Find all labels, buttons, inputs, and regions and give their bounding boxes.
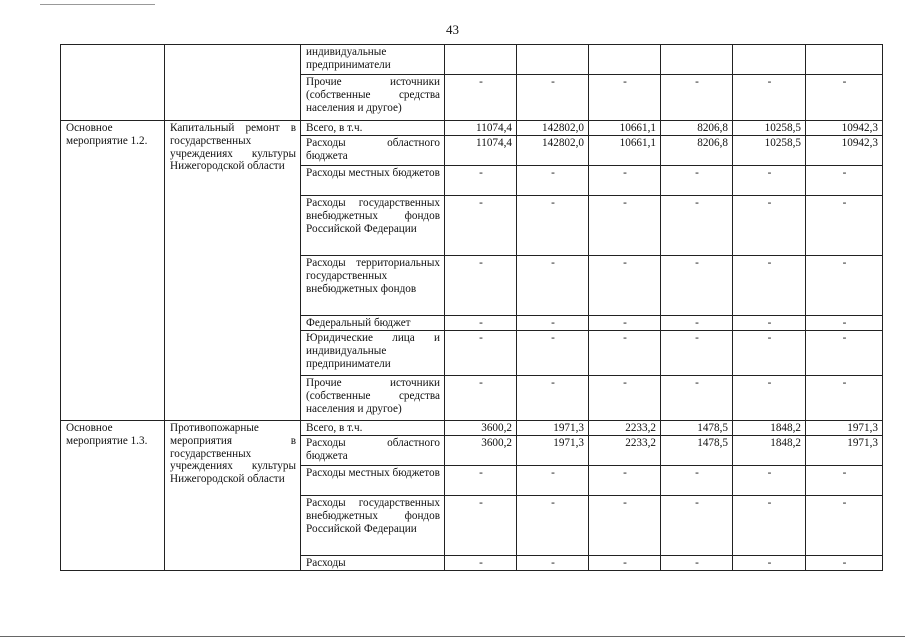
value-cell: - xyxy=(589,466,661,496)
value-cell: 11074,4 xyxy=(445,121,517,136)
value-cell: - xyxy=(733,466,806,496)
value-cell: - xyxy=(806,556,883,571)
value-cell: - xyxy=(661,466,733,496)
value-cell: - xyxy=(661,316,733,331)
naimenovanie-cell-continued xyxy=(165,45,301,121)
value-cell: - xyxy=(445,256,517,316)
value-cell: - xyxy=(589,75,661,121)
value-cell: - xyxy=(806,331,883,376)
value-cell: - xyxy=(733,331,806,376)
value-cell: - xyxy=(589,376,661,421)
value-cell: 1478,5 xyxy=(661,421,733,436)
value-cell: 1848,2 xyxy=(733,421,806,436)
value-cell: 10661,1 xyxy=(589,136,661,166)
value-cell: - xyxy=(661,496,733,556)
source-cell: Расходы xyxy=(301,556,445,571)
value-cell: - xyxy=(589,556,661,571)
value-cell: 8206,8 xyxy=(661,136,733,166)
source-cell: Прочие источники (собственные средства населения и другое) xyxy=(301,75,445,121)
budget-table xyxy=(60,44,883,571)
value-cell: - xyxy=(661,166,733,196)
value-cell: - xyxy=(733,75,806,121)
meropriyatie-cell-continued xyxy=(61,45,165,121)
source-cell: Всего, в т.ч. xyxy=(301,421,445,436)
naimenovanie-1-3-label: Противопожарные мероприятия в государственных учреждениях культуры Нижегородской области xyxy=(165,421,301,571)
value-cell: - xyxy=(661,556,733,571)
table-row xyxy=(61,121,883,136)
value-cell: - xyxy=(445,556,517,571)
value-cell: - xyxy=(733,256,806,316)
value-cell: 1971,3 xyxy=(517,421,589,436)
value-cell: - xyxy=(806,75,883,121)
naimenovanie-1-2-label: Капитальный ремонт в государственных учреждениях культуры Нижегородской области xyxy=(165,121,301,421)
scan-edge-line xyxy=(0,636,905,637)
value-cell: - xyxy=(445,196,517,256)
value-cell xyxy=(733,45,806,75)
value-cell: - xyxy=(733,556,806,571)
source-cell: индивидуальные предприниматели xyxy=(301,45,445,75)
value-cell: 1971,3 xyxy=(517,436,589,466)
value-cell: - xyxy=(806,196,883,256)
source-cell: Расходы местных бюджетов xyxy=(301,466,445,496)
value-cell: - xyxy=(806,166,883,196)
value-cell: - xyxy=(517,466,589,496)
value-cell: - xyxy=(517,376,589,421)
value-cell: - xyxy=(517,166,589,196)
source-cell: Федеральный бюджет xyxy=(301,316,445,331)
value-cell: 8206,8 xyxy=(661,121,733,136)
value-cell: - xyxy=(733,496,806,556)
value-cell: - xyxy=(661,376,733,421)
value-cell: 2233,2 xyxy=(589,421,661,436)
value-cell: - xyxy=(589,196,661,256)
value-cell: 3600,2 xyxy=(445,436,517,466)
value-cell: - xyxy=(517,256,589,316)
value-cell: - xyxy=(589,316,661,331)
value-cell: - xyxy=(733,376,806,421)
value-cell: - xyxy=(806,316,883,331)
value-cell: - xyxy=(517,331,589,376)
scan-edge-line xyxy=(40,4,155,5)
value-cell: - xyxy=(661,75,733,121)
value-cell: - xyxy=(589,331,661,376)
value-cell: 1848,2 xyxy=(733,436,806,466)
value-cell: 3600,2 xyxy=(445,421,517,436)
value-cell: 11074,4 xyxy=(445,136,517,166)
value-cell xyxy=(589,45,661,75)
value-cell: - xyxy=(806,496,883,556)
value-cell: - xyxy=(445,466,517,496)
value-cell: - xyxy=(661,256,733,316)
value-cell: - xyxy=(661,196,733,256)
value-cell: - xyxy=(517,75,589,121)
value-cell: 142802,0 xyxy=(517,136,589,166)
value-cell: - xyxy=(733,166,806,196)
table-row xyxy=(61,421,883,436)
value-cell: - xyxy=(661,331,733,376)
source-cell: Расходы государственных внебюджетных фондов Российской Федерации xyxy=(301,496,445,556)
value-cell: - xyxy=(517,496,589,556)
value-cell: - xyxy=(445,166,517,196)
source-cell: Расходы областного бюджета xyxy=(301,136,445,166)
value-cell: - xyxy=(806,376,883,421)
value-cell xyxy=(445,45,517,75)
value-cell: 1478,5 xyxy=(661,436,733,466)
value-cell: 1971,3 xyxy=(806,421,883,436)
value-cell: - xyxy=(806,466,883,496)
value-cell: 10258,5 xyxy=(733,136,806,166)
value-cell xyxy=(806,45,883,75)
value-cell: 10942,3 xyxy=(806,136,883,166)
page-number: 43 xyxy=(446,22,459,37)
value-cell: - xyxy=(445,331,517,376)
value-cell: - xyxy=(733,316,806,331)
value-cell: - xyxy=(517,196,589,256)
meropriyatie-1-3-label: Основное мероприятие 1.3. xyxy=(61,421,165,571)
value-cell: - xyxy=(445,316,517,331)
source-cell: Юридические лица и индивидуальные предприниматели xyxy=(301,331,445,376)
value-cell xyxy=(661,45,733,75)
source-cell: Расходы территориальных государственных внебюджетных фондов xyxy=(301,256,445,316)
value-cell: - xyxy=(517,556,589,571)
value-cell: 142802,0 xyxy=(517,121,589,136)
value-cell: - xyxy=(589,256,661,316)
source-cell: Расходы местных бюджетов xyxy=(301,166,445,196)
source-cell: Расходы государственных внебюджетных фондов Российской Федерации xyxy=(301,196,445,256)
value-cell xyxy=(517,45,589,75)
value-cell: - xyxy=(517,316,589,331)
value-cell: 1971,3 xyxy=(806,436,883,466)
value-cell: 10661,1 xyxy=(589,121,661,136)
value-cell: - xyxy=(733,196,806,256)
value-cell: - xyxy=(806,256,883,316)
value-cell: - xyxy=(445,376,517,421)
value-cell: 10258,5 xyxy=(733,121,806,136)
table-row xyxy=(61,45,883,75)
value-cell: - xyxy=(445,496,517,556)
source-cell: Всего, в т.ч. xyxy=(301,121,445,136)
value-cell: - xyxy=(589,496,661,556)
source-cell: Расходы областного бюджета xyxy=(301,436,445,466)
meropriyatie-1-2-label: Основное мероприятие 1.2. xyxy=(61,121,165,421)
source-cell: Прочие источники (собственные средства населения и другое) xyxy=(301,376,445,421)
budget-table-body xyxy=(61,45,883,571)
value-cell: 10942,3 xyxy=(806,121,883,136)
value-cell: - xyxy=(445,75,517,121)
value-cell: 2233,2 xyxy=(589,436,661,466)
value-cell: - xyxy=(589,166,661,196)
